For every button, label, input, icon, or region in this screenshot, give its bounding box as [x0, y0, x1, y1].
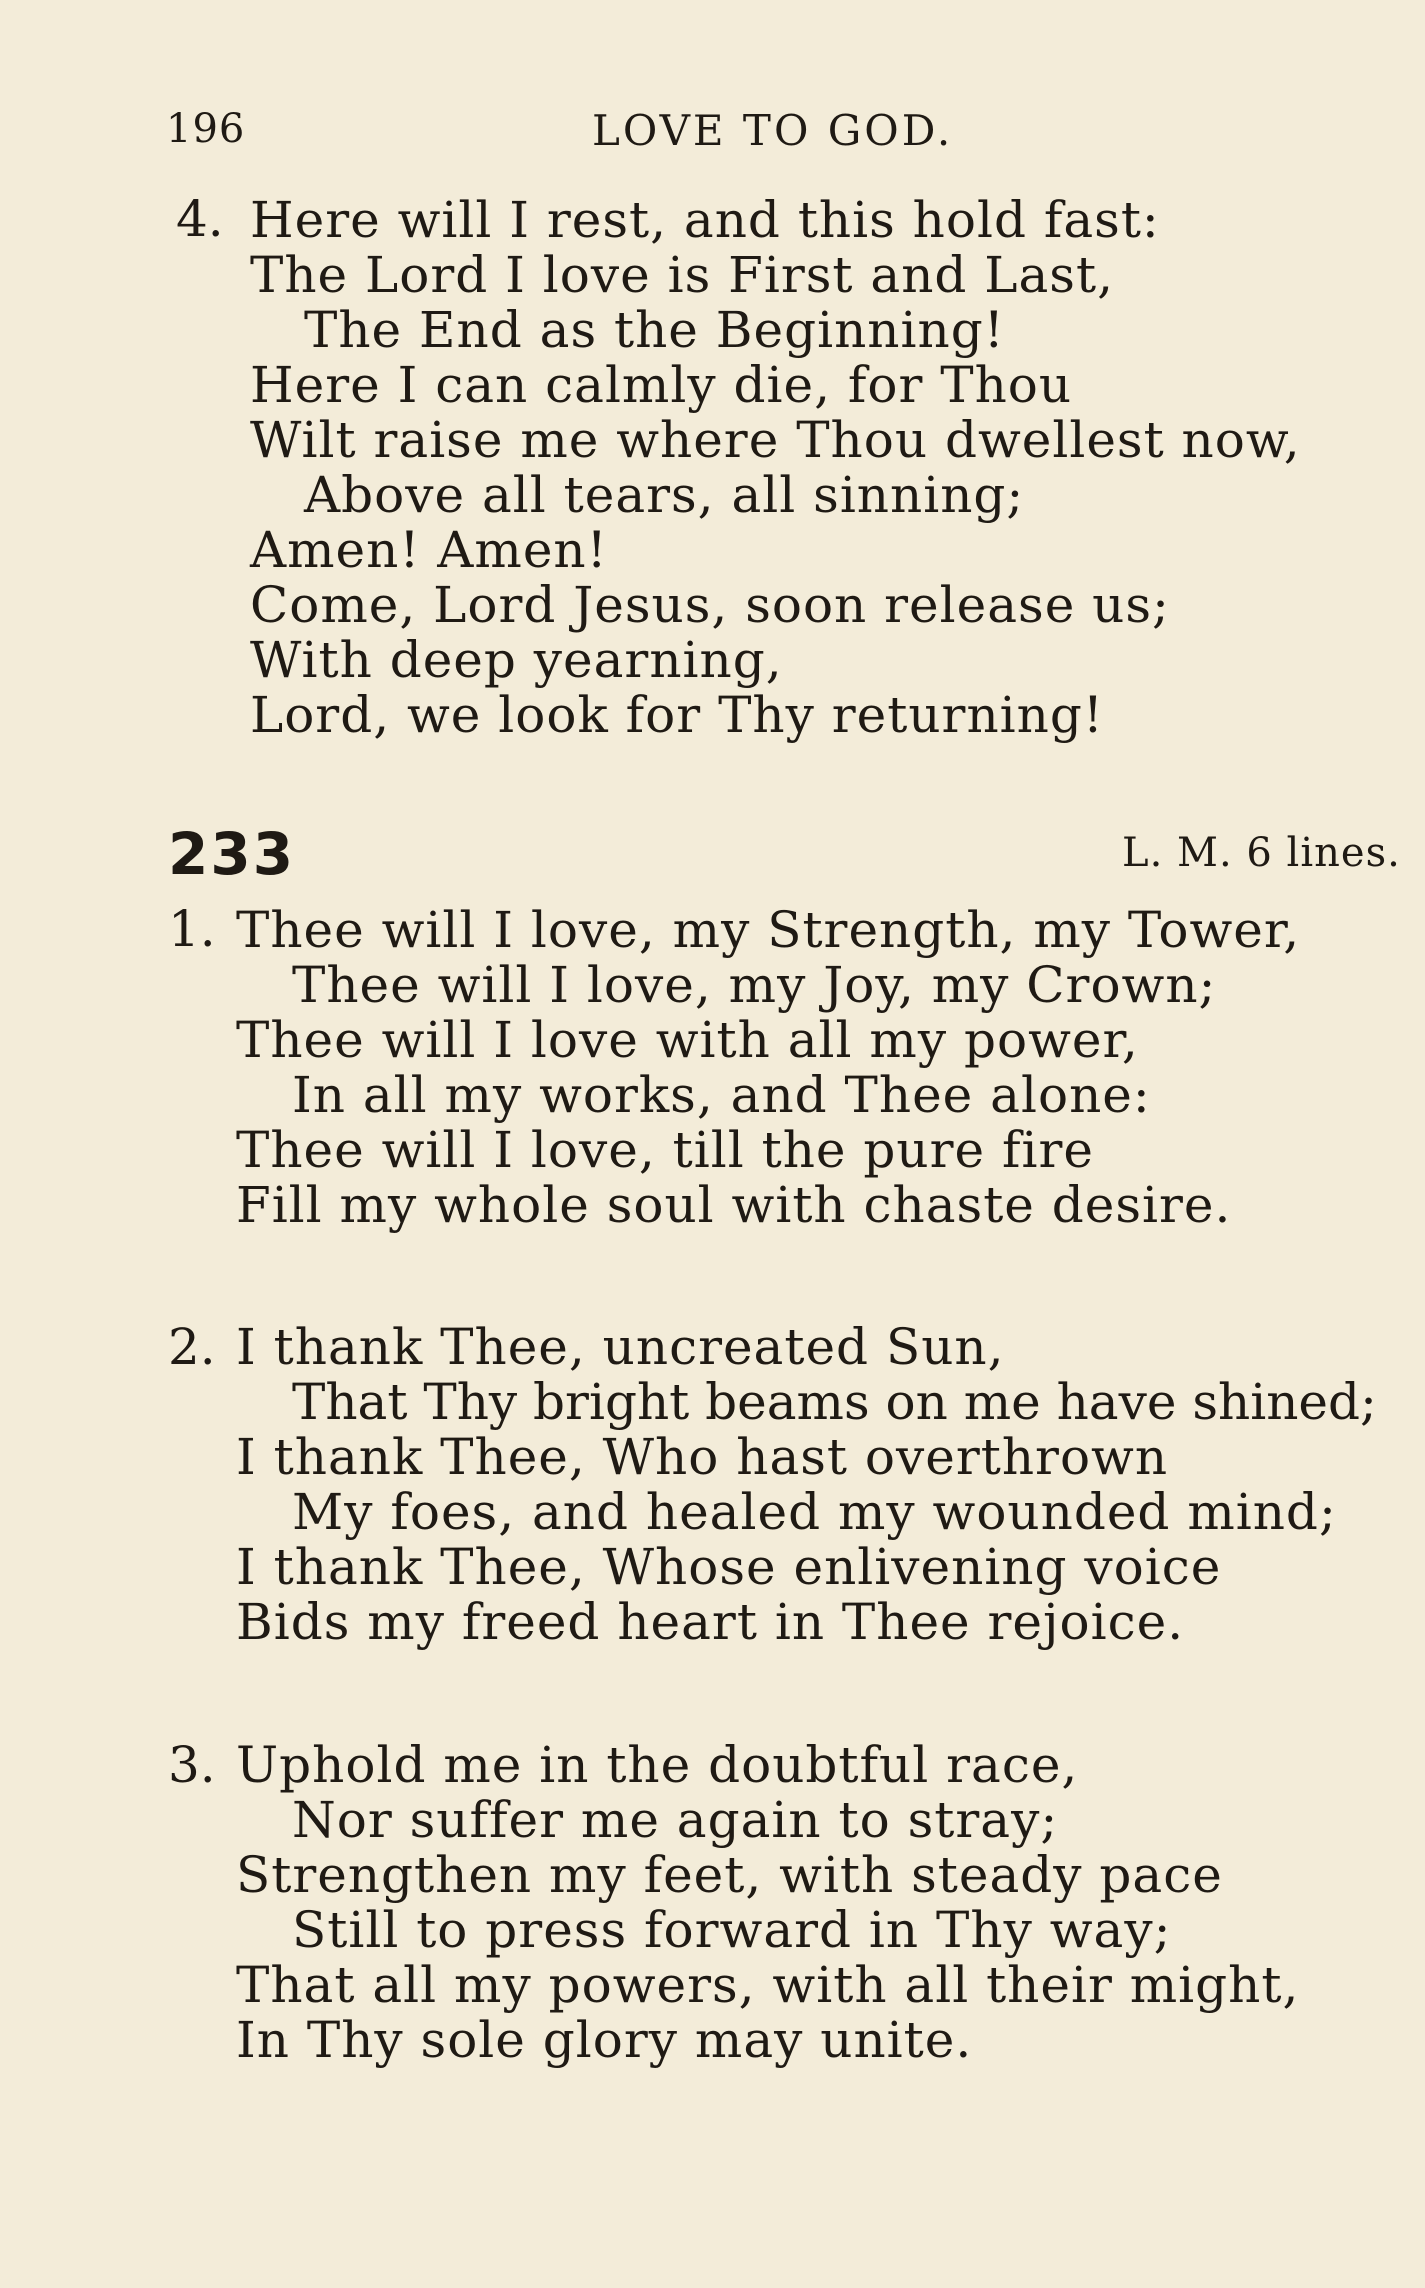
- verse-line: In Thy sole glory may unite.: [236, 2011, 973, 2069]
- verse-line: Thee will I love, my Joy, my Crown;: [292, 956, 1217, 1014]
- running-head: [0, 106, 1425, 166]
- verse-line: Bids my freed heart in Thee rejoice.: [236, 1593, 1185, 1651]
- verse-line: Wilt raise me where Thou dwellest now,: [250, 411, 1301, 469]
- verse-line: I thank Thee, uncreated Sun,: [236, 1318, 1005, 1376]
- verse-line: Fill my whole soul with chaste desire.: [236, 1176, 1232, 1234]
- verse-line: Lord, we look for Thy returning!: [250, 686, 1104, 744]
- verse-line: My foes, and healed my wounded mind;: [292, 1483, 1337, 1541]
- verse-line: I thank Thee, Who hast overthrown: [236, 1428, 1169, 1486]
- verse-line: Thee will I love, my Strength, my Tower,: [236, 901, 1301, 959]
- verse-line: In all my works, and Thee alone:: [292, 1066, 1151, 1124]
- verse-line: With deep yearning,: [250, 631, 783, 689]
- verse-line: The End as the Beginning!: [304, 301, 1005, 359]
- verse-line: Come, Lord Jesus, soon release us;: [250, 576, 1170, 634]
- verse-line: Still to press forward in Thy way;: [292, 1901, 1172, 1959]
- verse-line: Uphold me in the doubtful race,: [236, 1736, 1079, 1794]
- verse-line: Thee will I love, till the pure fire: [236, 1121, 1094, 1179]
- stanza-number: 1.: [168, 900, 216, 958]
- running-title: LOVE TO GOD.: [592, 106, 954, 155]
- stanza-number: 4.: [176, 190, 224, 248]
- stanza-number: 2.: [168, 1318, 216, 1376]
- verse-line: Above all tears, all sinning;: [304, 466, 1025, 524]
- hymn-meter: L. M. 6 lines.: [1122, 830, 1401, 876]
- verse-line: Nor suffer me again to stray;: [292, 1791, 1059, 1849]
- verse-line: Here I can calmly die, for Thou: [250, 356, 1073, 414]
- page-number: 196: [166, 106, 246, 152]
- stanza-number: 3.: [168, 1736, 216, 1794]
- verse-line: I thank Thee, Whose enlivening voice: [236, 1538, 1222, 1596]
- verse-line: That Thy bright beams on me have shined;: [292, 1373, 1377, 1431]
- verse-line: That all my powers, with all their might,: [236, 1956, 1300, 2014]
- verse-line: Amen! Amen!: [250, 521, 608, 579]
- verse-line: The Lord I love is First and Last,: [250, 246, 1114, 304]
- verse-line: Here will I rest, and this hold fast:: [250, 191, 1160, 249]
- hymn-number: 233: [168, 820, 296, 888]
- verse-line: Thee will I love with all my power,: [236, 1011, 1139, 1069]
- verse-line: Strengthen my feet, with steady pace: [236, 1846, 1223, 1904]
